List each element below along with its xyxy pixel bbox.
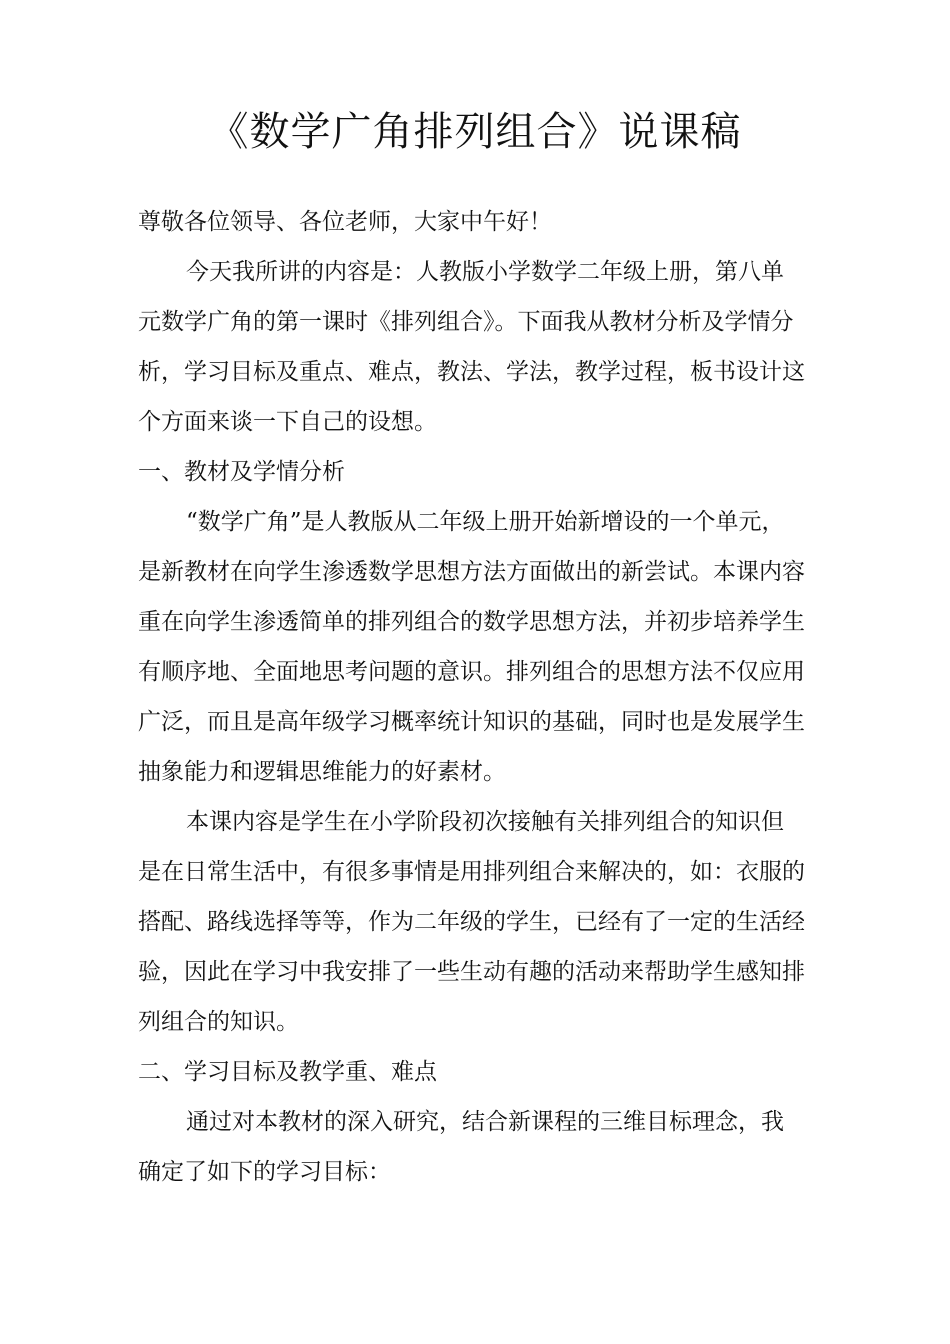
text-line: 是在日常生活中，有很多事情是用排列组合来解决的，如：衣服的: [138, 859, 805, 885]
text-line: 尊敬各位领导、各位老师，大家中午好！: [138, 209, 552, 235]
text-line: 验，因此在学习中我安排了一些生动有趣的活动来帮助学生感知排: [138, 959, 805, 985]
document-body: [138, 200, 818, 1200]
text-line: 确定了如下的学习目标：: [138, 1159, 391, 1185]
document-title: 《数学广角排列组合》说课稿: [208, 109, 742, 155]
text-line: 一、教材及学情分析: [138, 459, 345, 485]
text-line: 列组合的知识。: [138, 1009, 299, 1035]
text-line: 抽象能力和逻辑思维能力的好素材。: [138, 759, 506, 785]
text-line: 析，学习目标及重点、难点，教法、学法，教学过程，板书设计这: [138, 359, 805, 385]
text-line: 今天我所讲的内容是：人教版小学数学二年级上册，第八单: [186, 259, 784, 285]
text-line: 搭配、路线选择等等，作为二年级的学生，已经有了一定的生活经: [138, 909, 805, 935]
text-line: 本课内容是学生在小学阶段初次接触有关排列组合的知识但: [186, 809, 784, 835]
text-line: 元数学广角的第一课时《排列组合》。下面我从教材分析及学情分: [138, 309, 794, 335]
text-line: 个方面来谈一下自己的设想。: [138, 409, 437, 435]
text-line: 二、学习目标及教学重、难点: [138, 1059, 437, 1085]
text-line: 通过对本教材的深入研究，结合新课程的三维目标理念，我: [186, 1109, 784, 1135]
text-line: 重在向学生渗透简单的排列组合的数学思想方法，并初步培养学生: [138, 609, 805, 635]
text-line: “数学广角”是人教版从二年级上册开始新增设的一个单元，: [186, 509, 785, 535]
text-line: 是新教材在向学生渗透数学思想方法方面做出的新尝试。本课内容: [138, 559, 805, 585]
text-line: 有顺序地、全面地思考问题的意识。排列组合的思想方法不仅应用: [138, 659, 805, 685]
text-line: 广泛，而且是高年级学习概率统计知识的基础，同时也是发展学生: [138, 709, 805, 735]
